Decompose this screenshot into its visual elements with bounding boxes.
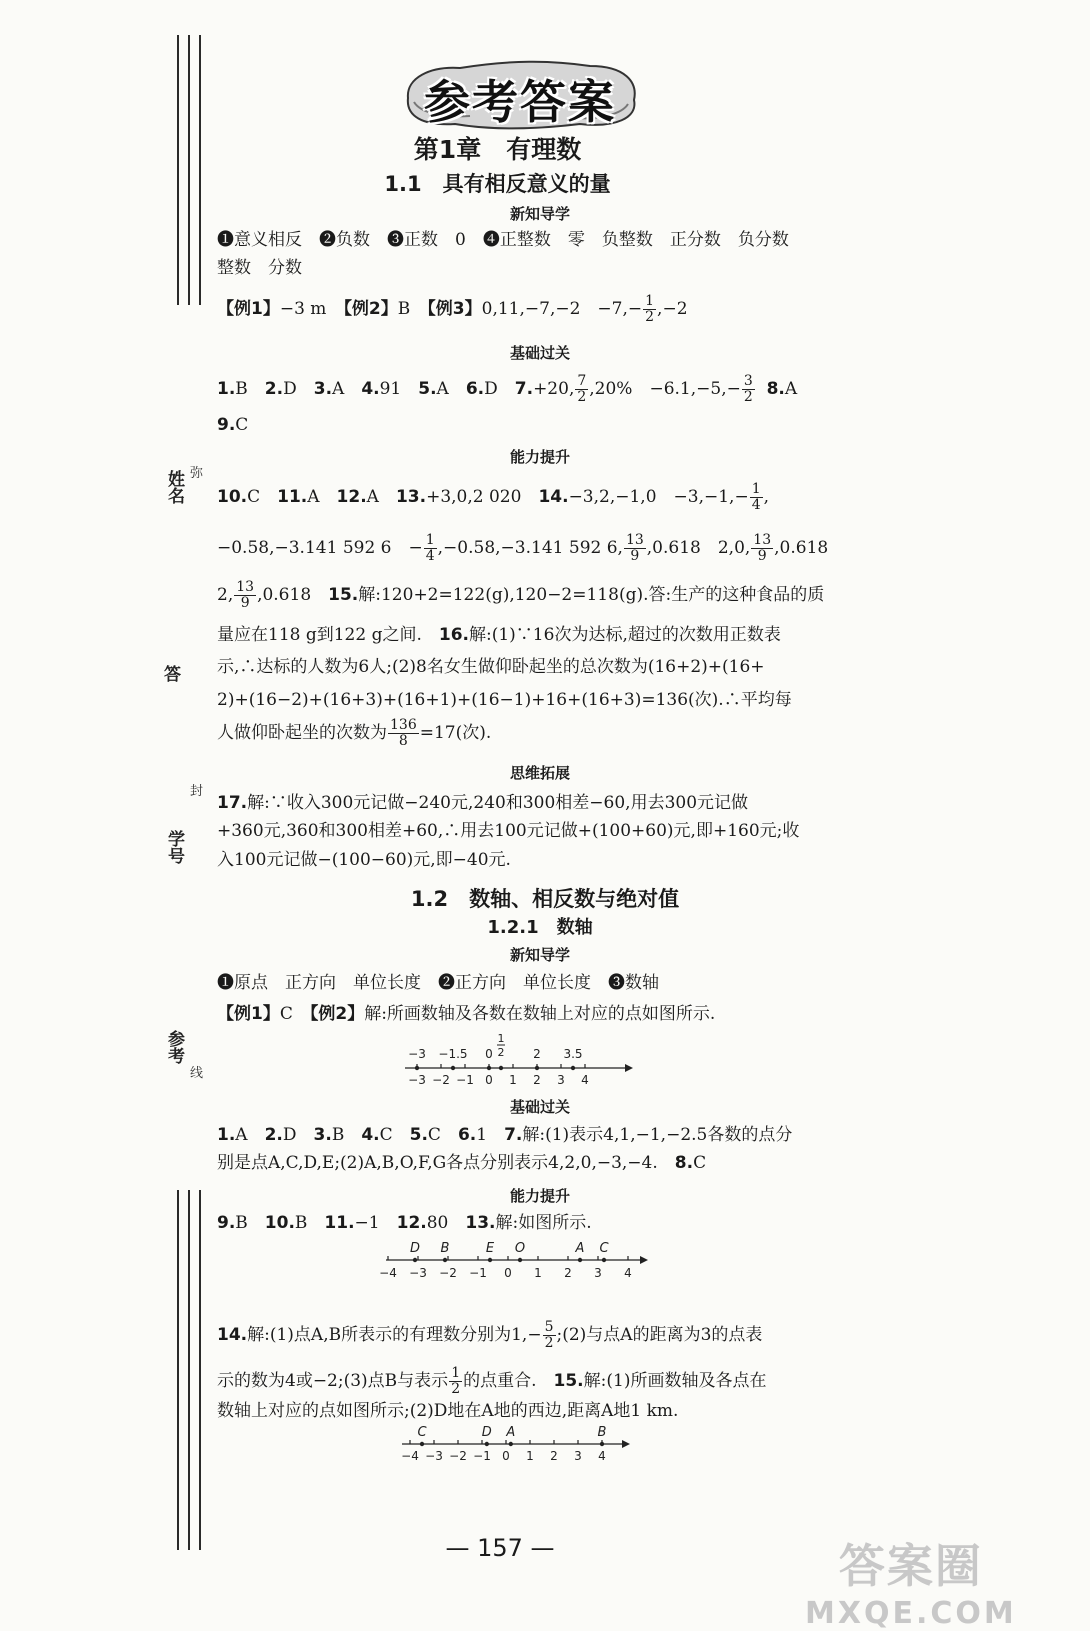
- example-label: 【例3】: [427, 299, 482, 319]
- point-dot: [535, 1066, 539, 1070]
- point-label: A: [506, 1425, 516, 1440]
- point-dot: [509, 1442, 513, 1446]
- watermark: [805, 1530, 1017, 1631]
- point-dot: [420, 1442, 424, 1446]
- watermark-url: MXQE.COM: [805, 1596, 1017, 1631]
- point-dot: [413, 1258, 417, 1262]
- point-label: E: [485, 1241, 495, 1256]
- fraction: $\frac{7}{2}$: [577, 373, 587, 405]
- point-label: 0: [485, 1047, 493, 1061]
- tick-label: 4: [624, 1266, 632, 1280]
- tick-label: −1: [473, 1449, 491, 1463]
- example-label: 【例2】: [343, 299, 398, 319]
- answer-line: 2, $\frac{13}{9}$ ,0.618 15.解:120+2=122(g),120−2=118(g).答:生产的这种食品的质: [217, 579, 825, 611]
- answer-line: +360元,360和300相差+60,∴用去100元记做+(100+60)元,即+160元;收: [217, 821, 800, 841]
- title-banner: [400, 58, 640, 130]
- answer-line: 示的数为4或−2;(3)点B与表示 $\frac{1}{2}$ 的点重合. 15.解:(1)所画数轴及各点在: [217, 1365, 767, 1397]
- subheading-jcgg: 基础过关: [509, 344, 570, 362]
- tick-label: 2: [550, 1449, 558, 1463]
- fraction: $\frac{13}{9}$: [753, 532, 772, 564]
- answer-line: 1.B 2.D 3.A 4.91 5.A 6.D 7.+20, $\frac{7}{2}$ ,20% −6.1,−5,− $\frac{3}{2}$ 8.A: [217, 373, 798, 405]
- answer-text: −3 m: [279, 299, 344, 319]
- answer-line: 入100元记做−(100−60)元,即−40元.: [217, 850, 511, 870]
- tick-label: −4: [379, 1266, 397, 1280]
- fraction: $\frac{13}{9}$: [236, 579, 255, 611]
- point-label: C: [417, 1425, 427, 1440]
- tick-label: 3: [574, 1449, 582, 1463]
- tick-label: 0: [485, 1073, 493, 1087]
- number-line-figure: [396, 1422, 636, 1472]
- tick-label: −3: [409, 1266, 427, 1280]
- point-dot: [518, 1258, 522, 1262]
- seal-label: 线: [190, 1066, 204, 1081]
- fraction: $\frac{1}{2}$: [451, 1365, 461, 1397]
- subheading-xzdx: 新知导学: [509, 205, 570, 223]
- answer-line: 别是点A,C,D,E;(2)A,B,O,F,G各点分别表示4,2,0,−3,−4. 8.C: [217, 1153, 707, 1173]
- page-number: — 157 —: [445, 1534, 555, 1562]
- fraction: $\frac{1}{2}$: [645, 293, 655, 325]
- subheading-swtz: 思维拓展: [509, 764, 570, 782]
- answer-line: 1.A 2.D 3.B 4.C 5.C 6.1 7.解:(1)表示4,1,−1,−2.5各数的点分: [217, 1125, 793, 1145]
- subheading-nlts: 能力提升: [509, 448, 570, 466]
- answer-line: 【例1】C 【例2】解:所画数轴及各数在数轴上对应的点如图所示.: [217, 1004, 716, 1024]
- tick-label: −4: [401, 1449, 419, 1463]
- fraction: $\frac{13}{9}$: [625, 532, 644, 564]
- answer-line: 整数 分数: [217, 258, 302, 278]
- page-title: 参考答案: [424, 75, 616, 129]
- tick-label: 1: [534, 1266, 542, 1280]
- tick-label: −3: [425, 1449, 443, 1463]
- point-label: 3.5: [563, 1047, 583, 1061]
- answer-line: 14.解:(1)点A,B所表示的有理数分别为1,− $\frac{5}{2}$ ;(2)与点A的距离为3的点表: [217, 1319, 763, 1351]
- answer-line: ❶意义相反 ❷负数 ❸正数 0 ❹正整数 零 负整数 正分数 负分数: [217, 230, 789, 250]
- point-dot: [600, 1442, 604, 1446]
- point-label: B: [597, 1425, 607, 1440]
- tick-label: 4: [581, 1073, 589, 1087]
- half-numerator: 1: [497, 1032, 505, 1045]
- point-label: C: [599, 1241, 609, 1256]
- tick-label: 0: [504, 1266, 512, 1280]
- answer-line: 10.C 11.A 12.A 13.+3,0,2 020 14.−3,2,−1,0 −3,−1,− $\frac{1}{4}$ ,: [217, 481, 770, 513]
- tick-label: 2: [564, 1266, 572, 1280]
- fraction: $\frac{1}{4}$: [425, 532, 435, 564]
- watermark-logo: 答案圈: [838, 1539, 983, 1593]
- tick-label: 2: [533, 1073, 541, 1087]
- example-label: 【例1】: [217, 299, 280, 319]
- point-dot: [443, 1258, 447, 1262]
- section-heading: 1.1 具有相反意义的量: [384, 172, 611, 196]
- margin-line: [177, 1190, 179, 1550]
- point-label: D: [409, 1241, 421, 1256]
- answer-line: 9.C: [217, 415, 249, 435]
- answer-text: ,−2: [657, 299, 688, 319]
- answer-line: 2)+(16−2)+(16+3)+(16+1)+(16−1)+16+(16+3)=136(次).∴平均每: [217, 690, 792, 710]
- fraction: $\frac{5}{2}$: [544, 1319, 554, 1351]
- point-label: A: [575, 1241, 585, 1256]
- point-dot: [488, 1258, 492, 1262]
- answer-line: 示,∴达标的人数为6人;(2)8名女生做仰卧起坐的总次数为(16+2)+(16+: [217, 657, 765, 677]
- answer-line: 人做仰卧起坐的次数为 $\frac{136}{8}$ =17(次).: [217, 717, 492, 749]
- half-denominator: 2: [497, 1046, 505, 1059]
- tick-label: −3: [408, 1073, 426, 1087]
- seal-label: 封: [190, 784, 204, 799]
- point-dot: [499, 1066, 503, 1070]
- fraction: $\frac{136}{8}$: [390, 717, 417, 749]
- seal-label: 弥: [190, 466, 204, 481]
- point-dot: [487, 1066, 491, 1070]
- point-dot: [415, 1066, 419, 1070]
- tick-label: −2: [432, 1073, 450, 1087]
- point-label: O: [514, 1241, 526, 1256]
- answer-text: B: [397, 299, 428, 319]
- point-dot: [571, 1066, 575, 1070]
- answer-line: 17.解:∵收入300元记做−240元,240和300相差−60,用去300元记做: [217, 793, 749, 813]
- sidebar-label: 学号: [164, 830, 184, 864]
- answer-line: −0.58,−3.141 592 6 − $\frac{1}{4}$ ,−0.58,−3.141 592 6, $\frac{13}{9}$ ,0.618 2,0, $\frac{13}{9}$ ,0.618: [217, 532, 829, 564]
- margin-line: [199, 1190, 201, 1550]
- answer-line: 9.B 10.B 11.−1 12.80 13.解:如图所示.: [217, 1213, 592, 1233]
- tick-label: −1: [456, 1073, 474, 1087]
- tick-label: 0: [502, 1449, 510, 1463]
- point-dot: [578, 1258, 582, 1262]
- subheading-jcgg: 基础过关: [509, 1098, 570, 1116]
- point-label: 2: [533, 1047, 541, 1061]
- tick-label: −2: [439, 1266, 457, 1280]
- tick-label: 3: [557, 1073, 565, 1087]
- tick-label: 3: [594, 1266, 602, 1280]
- point-dot: [451, 1066, 455, 1070]
- point-label: −1.5: [438, 1047, 468, 1061]
- tick-label: 1: [526, 1449, 534, 1463]
- fraction: $\frac{1}{4}$: [751, 481, 761, 513]
- chapter-heading: 第1章 有理数: [413, 135, 582, 164]
- subheading-xzdx: 新知导学: [509, 946, 570, 964]
- answer-line: 数轴上对应的点如图所示;(2)D地在A地的西边,距离A地1 km.: [217, 1401, 679, 1421]
- answer-text: 0,11,−7,−2 −7,−: [481, 299, 643, 319]
- section-heading: 1.2 数轴、相反数与绝对值: [410, 887, 680, 911]
- point-label: B: [440, 1241, 450, 1256]
- sidebar-label: 姓名: [164, 470, 184, 504]
- point-label: −3: [408, 1047, 426, 1061]
- subsection-heading: 1.2.1 数轴: [487, 917, 593, 938]
- tick-label: 1: [509, 1073, 517, 1087]
- tick-label: −1: [469, 1266, 487, 1280]
- sidebar-label: 答: [164, 665, 181, 685]
- tick-label: 4: [598, 1449, 606, 1463]
- fraction: $\frac{3}{2}$: [743, 373, 753, 405]
- number-line-figure: [378, 1236, 648, 1286]
- answer-line: ❶原点 正方向 单位长度 ❷正方向 单位长度 ❸数轴: [217, 973, 659, 993]
- answer-line: [217, 294, 857, 325]
- margin-line: [188, 1190, 190, 1550]
- number-line-figure: [395, 1030, 635, 1090]
- subheading-nlts: 能力提升: [509, 1187, 570, 1205]
- sidebar-label: 参考: [164, 1030, 184, 1064]
- point-dot: [485, 1442, 489, 1446]
- tick-label: −2: [449, 1449, 467, 1463]
- point-label: D: [481, 1425, 492, 1440]
- answer-line: 量应在118 g到122 g之间. 16.解:(1)∵16次为达标,超过的次数用正数表: [217, 625, 781, 645]
- point-dot: [602, 1258, 606, 1262]
